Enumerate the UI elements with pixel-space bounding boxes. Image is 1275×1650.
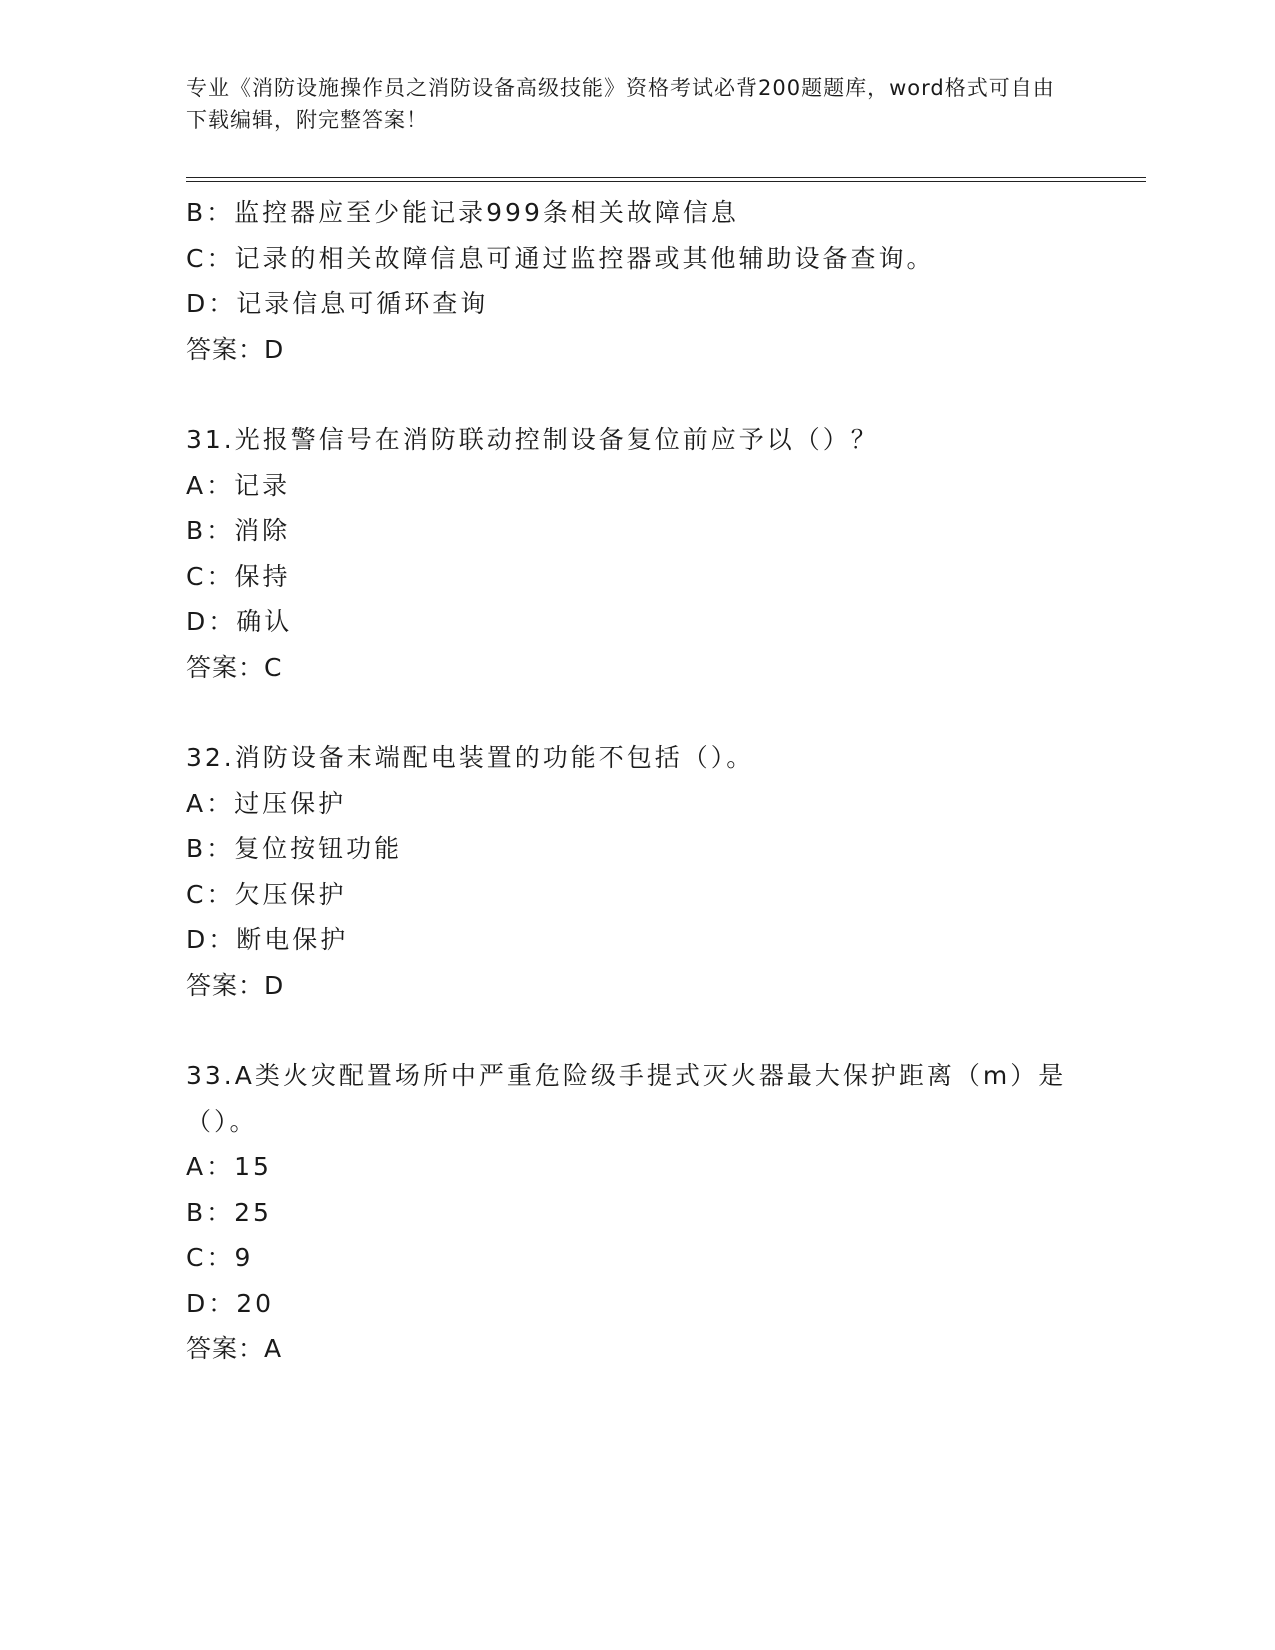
option-d: D：20 — [186, 1288, 275, 1318]
question-31 — [186, 417, 1086, 690]
question-list — [186, 190, 1086, 1372]
option-c: C：记录的相关故障信息可通过监控器或其他辅助设备查询。 — [186, 243, 935, 273]
question-text: 32.消防设备末端配电装置的功能不包括（）。 — [186, 743, 755, 772]
option-c: C：9 — [186, 1243, 254, 1272]
header-divider-bottom — [186, 181, 1146, 182]
option-d: D：记录信息可循环查询 — [186, 289, 489, 318]
option-a: A：15 — [186, 1152, 272, 1181]
answer-line: 答案：A — [186, 1334, 283, 1363]
option-b: B：消除 — [186, 516, 291, 545]
option-b: B：25 — [186, 1197, 272, 1227]
question-32 — [186, 735, 1086, 1008]
question-text: 31.光报警信号在消防联动控制设备复位前应予以（）？ — [186, 425, 879, 454]
document-header: 专业《消防设施操作员之消防设备高级技能》资格考试必背200题题库，word格式可自由下载编辑，附完整答案！ — [186, 76, 1055, 132]
answer-line: 答案：D — [186, 970, 285, 1000]
answer-line: 答案：C — [186, 652, 283, 682]
option-b: B：监控器应至少能记录999条相关故障信息 — [186, 198, 739, 227]
question-text: 33.A类火灾配置场所中严重危险级手提式灭火器最大保护距离（m）是（）。 — [186, 1061, 1067, 1136]
question-30-partial — [186, 190, 1086, 372]
option-d: D：确认 — [186, 607, 293, 636]
answer-line: 答案：D — [186, 334, 285, 364]
option-c: C：保持 — [186, 561, 291, 591]
option-a: A：过压保护 — [186, 788, 347, 818]
option-a: A：记录 — [186, 470, 291, 500]
option-b: B：复位按钮功能 — [186, 834, 403, 863]
option-c: C：欠压保护 — [186, 879, 347, 909]
option-d: D：断电保护 — [186, 925, 349, 954]
question-33 — [186, 1053, 1086, 1372]
header-divider-top — [186, 177, 1146, 178]
